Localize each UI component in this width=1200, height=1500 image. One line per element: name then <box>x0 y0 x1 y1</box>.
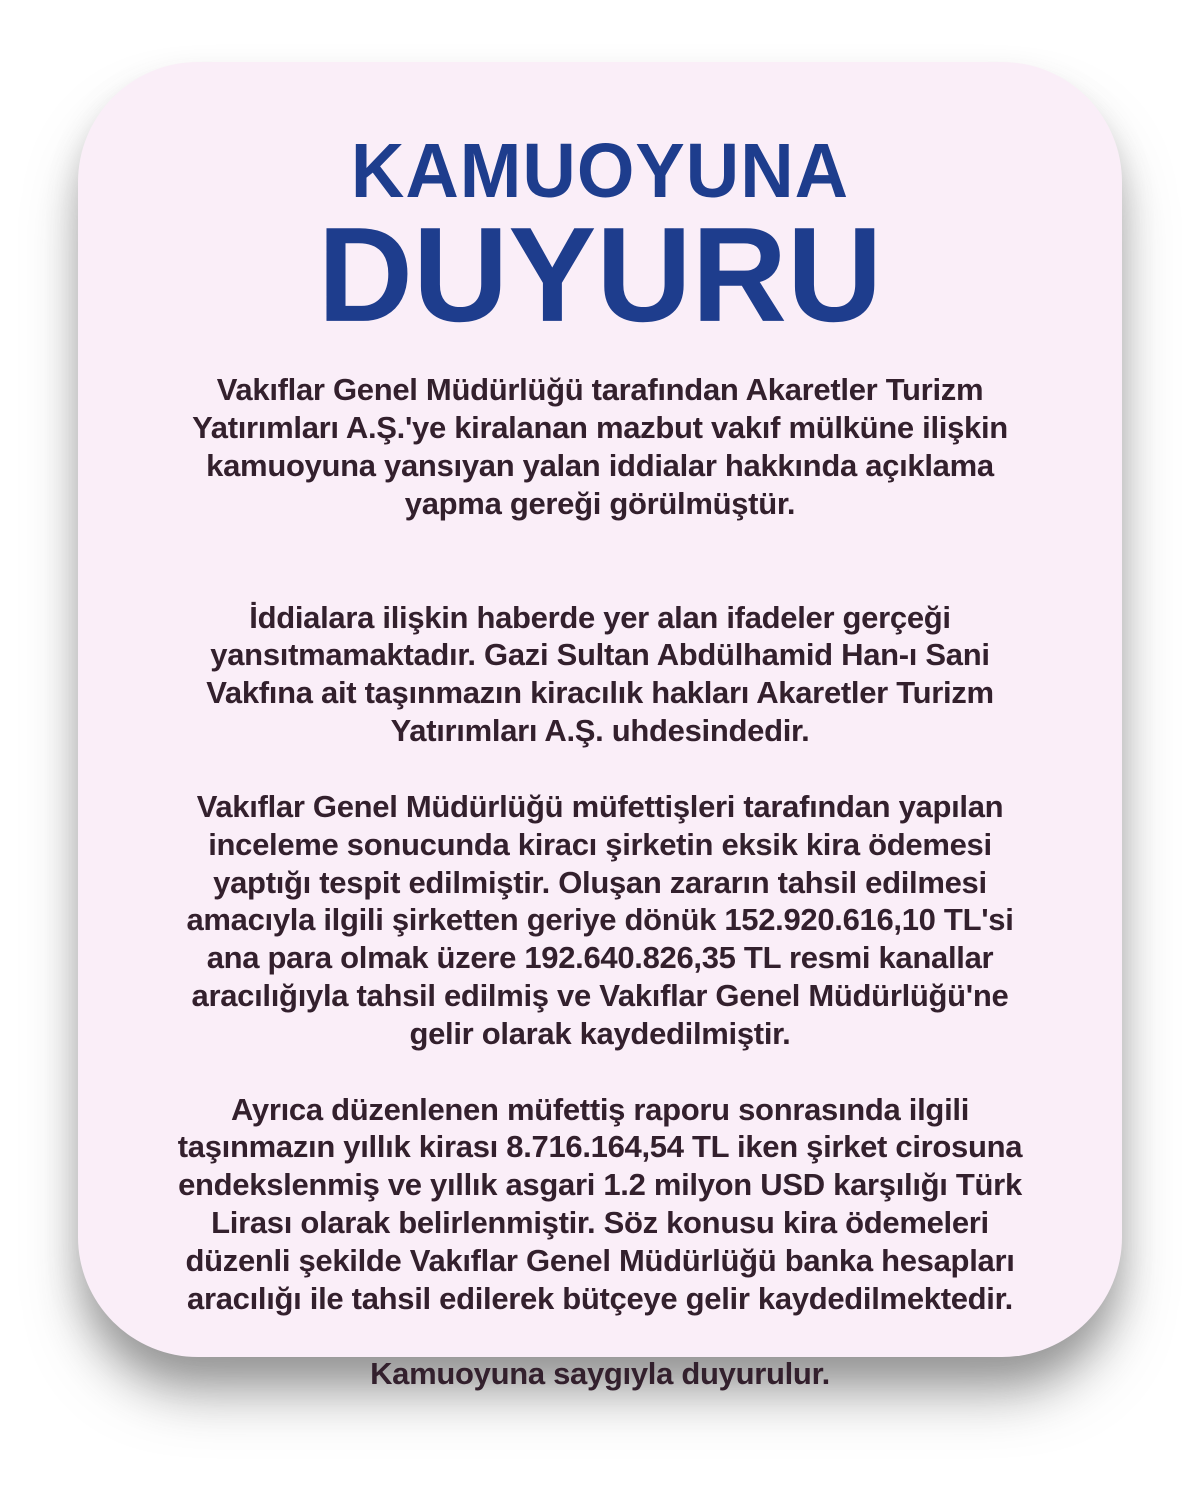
announcement-title-line1: KAMUOYUNA <box>350 127 850 214</box>
announcement-paragraph-3: Vakıflar Genel Müdürlüğü müfettişleri tarafından yapılan inceleme sonucunda kiracı şirketin eksik kira ödemesi yaptığı tespit edilmiştir. Oluşan zararın tahsil edilmesi amacıyla ilgili şirketten geriye dönük 152.920.616,10 TL'si ana para olmak üzere 192.640.826,35 TL resmi kanallar aracılığıyla tahsil edilmiş ve Vakıflar Genel Müdürlüğü'ne gelir olarak kaydedilmiştir. <box>186 788 1014 1051</box>
announcement-card <box>78 62 1122 1392</box>
announcement-paragraph-2: İddialara ilişkin haberde yer alan ifadeler gerçeği yansıtmamaktadır. Gazi Sultan Abdülhamid Han-ı Sani Vakfına ait taşınmazın kiracılık hakları Akaretler Turizm Yatırımları A.Ş. uhdesindedir. <box>206 599 994 749</box>
announcement-paragraph-4: Ayrıca düzenlenen müfettiş raporu sonrasında ilgili taşınmazın yıllık kirası 8.716.164,54 TL iken şirket cirosuna endekslenmiş ve yıllık asgari 1.2 milyon USD karşılığı Türk Lirası olarak belirlenmiştir. Söz konusu kira ödemeleri düzenli şekilde Vakıflar Genel Müdürlüğü banka hesapları aracılığı ile tahsil edilerek bütçeye gelir kaydedilmektedir. <box>177 1091 1023 1316</box>
announcement-paragraph-1: Vakıflar Genel Müdürlüğü tarafından Akaretler Turizm Yatırımları A.Ş.'ye kiralanan mazbut vakıf mülküne ilişkin kamuoyuna yansıyan yalan iddialar hakkında açıklama yapma gereği görülmüştür. <box>192 372 1008 521</box>
announcement-closing-line: Kamuoyuna saygıyla duyurulur. <box>370 1356 830 1392</box>
announcement-title-line2: DUYURU <box>317 199 883 350</box>
